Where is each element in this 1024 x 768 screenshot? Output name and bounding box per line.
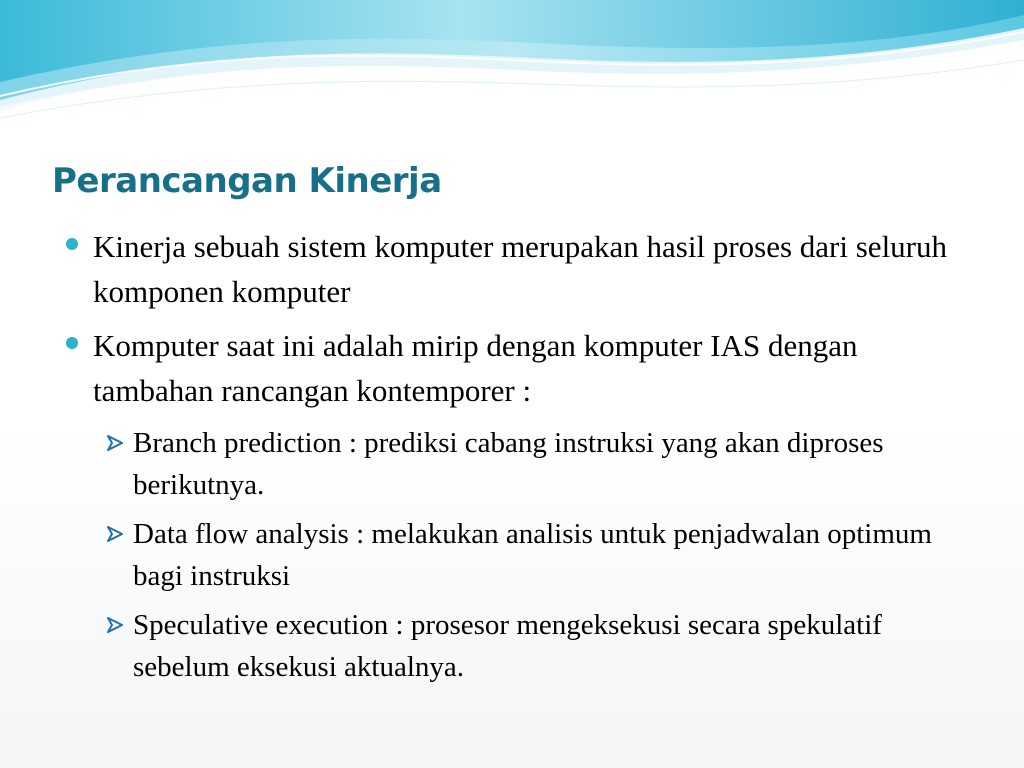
arrowhead-icon — [106, 434, 124, 452]
filled-circle-icon — [66, 238, 78, 250]
arrowhead-icon — [106, 525, 124, 543]
bullet-text: Komputer saat ini adalah mirip dengan komputer IAS dengan tambahan rancangan kontemporer : — [93, 328, 858, 408]
sub-bullet-item — [0, 422, 1024, 506]
sub-bullet-text: Data flow analysis : melakukan analisis untuk penjadwalan optimum bagi instruksi — [133, 518, 932, 592]
header-wave-decoration — [0, 0, 1024, 130]
sub-bullet-text: Speculative execution : prosesor mengeksekusi secara spekulatif sebelum eksekusi aktualnya. — [133, 609, 882, 683]
bullet-text: Kinerja sebuah sistem komputer merupakan hasil proses dari seluruh komponen komputer — [93, 229, 947, 309]
sub-bullet-item — [0, 513, 1024, 597]
slide-title: Perancangan Kinerja — [52, 161, 442, 201]
sub-bullet-item — [0, 604, 1024, 688]
bullet-item — [0, 323, 1024, 413]
arrowhead-icon — [106, 616, 124, 634]
filled-circle-icon — [66, 337, 78, 349]
bullet-item — [0, 224, 1024, 314]
slide-content — [0, 224, 1024, 695]
sub-bullet-text: Branch prediction : prediksi cabang instruksi yang akan diproses berikutnya. — [133, 427, 884, 501]
